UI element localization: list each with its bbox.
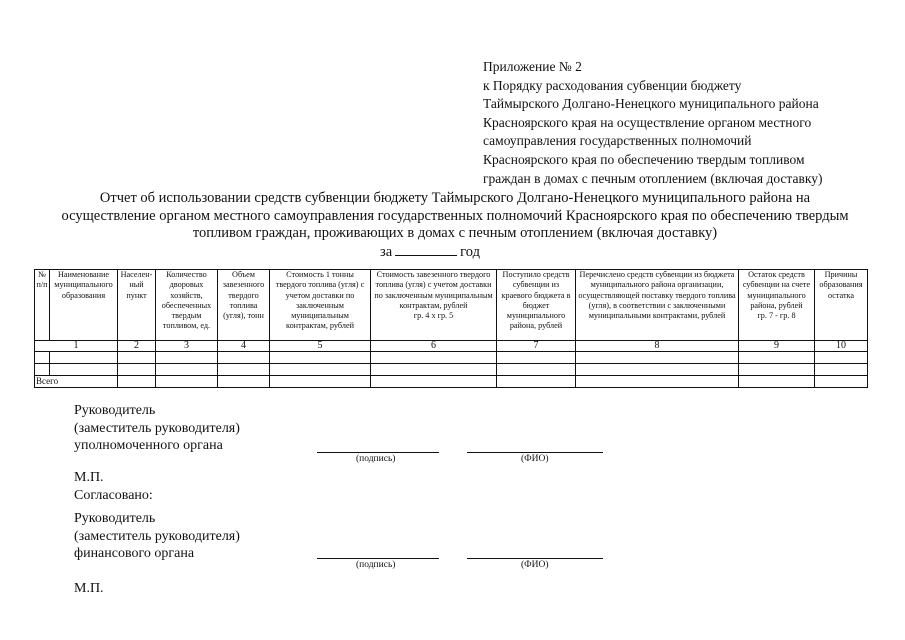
signature-line [317,558,439,559]
head-title-line: Руководитель [74,403,156,418]
table-cell [576,352,739,364]
col-header-households: Количество дворовых хозяйств, обеспеченных твердым топливом, ед. [156,270,218,341]
table-cell [576,364,739,376]
table-cell [270,376,371,388]
finance-title-line: (заместитель руководителя) [74,528,240,544]
table-cell [50,364,118,376]
table-cell [118,364,156,376]
table-cell [156,364,218,376]
table-cell [815,376,868,388]
table-header-row [35,270,868,341]
table-row [35,364,868,376]
report-title: Отчет об использовании средств субвенции бюджету Таймырского Долгано-Ненецкого муниципального района на осуществление органом местного самоуправления государственных полномочий Красноярского края по обеспечению твердым топливом граждан, проживающих в домах с печным отоплением (включая доставку) [61,190,849,241]
appendix-header [483,58,883,188]
col-number: 10 [815,341,868,352]
stamp-label: М.П. [74,581,104,596]
signature-caption: (подпись) [356,454,396,464]
name-caption: (ФИО) [521,560,549,570]
head-title-line: уполномоченного органа [74,438,223,454]
table-cell [371,376,497,388]
col-number: 7 [497,341,576,352]
col-header-total-cost-text: Стоимость завезенного твердого топлива (угля) с учетом доставки по заключенным муниципальным контрактам, рублей [374,270,493,310]
appendix-line: Красноярского края по обеспечению твердым топливом [483,151,805,167]
table-cell [576,376,739,388]
col-header-total-cost-formula: гр. 4 х гр. 5 [413,311,454,321]
finance-title-line: финансового органа [74,546,195,562]
col-header-total-cost [371,270,497,341]
table-cell [371,352,497,364]
table-row [35,352,868,364]
col-header-settlement: Населен-ный пункт [118,270,156,341]
appendix-line: Таймырского Долгано-Ненецкого муниципального района [483,96,819,112]
total-label: Всего [35,376,118,388]
col-header-volume: Объем завезенного твердого топлива (угля), тонн [218,270,270,341]
col-header-reasons: Причины образования остатка [815,270,868,341]
signature-caption: (подпись) [356,560,396,570]
col-header-balance-text: Остаток средств субвенции на счете муниципального района, рублей [742,270,811,310]
table-cell [739,376,815,388]
table-cell [156,352,218,364]
col-header-received: Поступило средств субвенции из краевого бюджета в бюджет муниципального района, рублей [497,270,576,341]
table-cell [118,376,156,388]
agreed-label: Согласовано: [74,488,153,503]
name-line [467,558,603,559]
table-cell [270,352,371,364]
table-cell [815,364,868,376]
table-cell [497,352,576,364]
table-cell [739,364,815,376]
col-header-municipality: Наименование муниципального образования [50,270,118,341]
col-header-balance-formula: гр. 7 - гр. 8 [757,311,796,321]
period-blank [395,243,457,256]
table-cell [218,364,270,376]
col-number: 6 [371,341,497,352]
col-number: 5 [270,341,371,352]
col-number: 4 [218,341,270,352]
period-prefix: за [380,244,393,260]
col-number: 8 [576,341,739,352]
table-cell [371,364,497,376]
appendix-line: к Порядку расходования субвенции бюджету [483,77,742,93]
col-header-unit-cost: Стоимость 1 тонны твердого топлива (угля) с учетом доставки по заключенным муниципальным контрактам, рублей [270,270,371,341]
col-number: 2 [118,341,156,352]
table-cell [156,376,218,388]
table-cell [218,352,270,364]
col-number: 9 [739,341,815,352]
finance-title-line: Руководитель [74,511,156,526]
head-title-line: (заместитель руководителя) [74,420,240,436]
head-signature-block [74,402,240,455]
col-header-transferred: Перечислено средств субвенции из бюджета муниципального района организации, осуществляющей поставку твердого топлива (угля), в соответствии с заключенными муниципальными контрактами, рублей [576,270,739,341]
table-cell [35,364,50,376]
signature-line [317,452,439,453]
report-period [380,243,580,261]
table-number-row [35,341,868,352]
report-table [34,269,868,388]
table-cell [118,352,156,364]
table-cell [35,352,50,364]
table-cell [218,376,270,388]
appendix-line: граждан в домах с печным отоплением (включая доставку) [483,170,823,186]
table-total-row [35,376,868,388]
table-cell [50,352,118,364]
name-line [467,452,603,453]
table-cell [739,352,815,364]
table-cell [497,364,576,376]
table-cell [815,352,868,364]
table-cell [497,376,576,388]
table-cell [270,364,371,376]
finance-signature-block [74,510,240,563]
col-header-balance [739,270,815,341]
appendix-line: Приложение № 2 [483,59,582,74]
col-number: 1 [35,341,118,352]
stamp-label: М.П. [74,470,104,485]
col-header-index: № п/п [35,270,50,341]
period-suffix: год [460,244,480,260]
appendix-line: самоуправления государственных полномочий [483,133,752,149]
col-number: 3 [156,341,218,352]
name-caption: (ФИО) [521,454,549,464]
appendix-line: Красноярского края на осуществление органом местного [483,114,812,130]
